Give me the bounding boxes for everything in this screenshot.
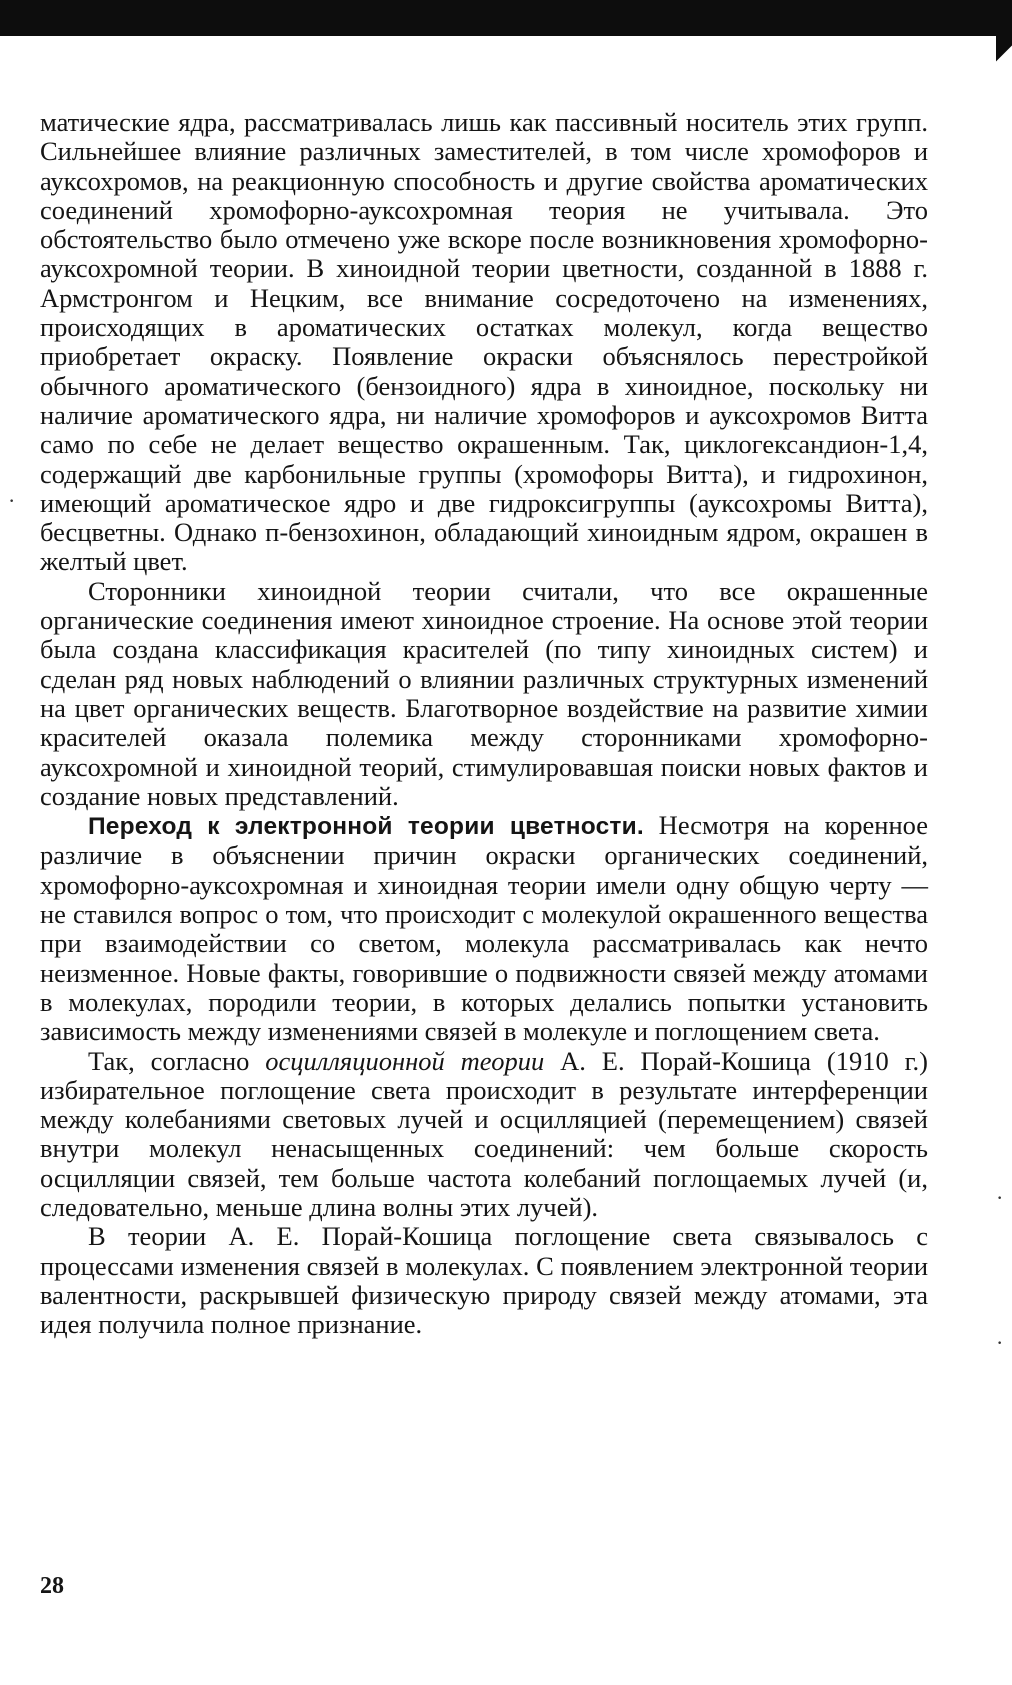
paragraph-4-text: А. Е. Порай-Кошица (1910 г.) избирательное поглощение света происходит в результате интерференции между колебаниями световых лучей и осцилляцией (перемещением) связей внутри молекул ненасыщенных соединений: чем больше скорость осцилляции связей, тем больше частота колебаний поглощаемых лучей (и, следовательно, меньше длина волны этих лучей). xyxy=(40,1045,928,1222)
scan-speck: · xyxy=(996,1185,1004,1210)
paragraph-4-lead: Так, согласно xyxy=(88,1045,266,1076)
paragraph-5-text: В теории А. Е. Порай-Кошица поглощение света связывалось с процессами изменения связей в молекулах. С появлением электронной теории валентности, раскрывшей физическую природу связей между атомами, эта идея получила полное признание. xyxy=(40,1221,928,1340)
paragraph-3 xyxy=(40,811,928,1046)
page-body xyxy=(40,108,928,1339)
oscillation-theory-term: осцилляционной теории xyxy=(265,1045,545,1076)
section-heading: Переход к электронной теории цветности. xyxy=(88,813,644,841)
scan-top-border xyxy=(0,0,1012,36)
scan-speck: · xyxy=(996,1330,1004,1355)
paragraph-2-text: Сторонники хиноидной теории считали, что все окрашенные органические соединения имеют хиноидное строение. На основе этой теории была создана классификация красителей (по типу хиноидных систем) и сделан ряд новых наблюдений о влиянии различных структурных изменений на цвет органических веществ. Благотворное воздействие на развитие химии красителей оказала полемика между сторонниками хромофорно-ауксохромной и хиноидной теорий, стимулировавшая поиски новых фактов и создание новых представлений. xyxy=(40,575,928,811)
scan-speck: · xyxy=(8,488,16,513)
page-number: 28 xyxy=(40,1573,64,1599)
paragraph-4 xyxy=(40,1047,928,1223)
paragraph-2 xyxy=(40,577,928,811)
paragraph-1 xyxy=(40,108,928,577)
scan-corner-mark xyxy=(996,36,1012,76)
paragraph-3-text: Несмотря на коренное различие в объяснении причин окраски органических соединений, хромофорно-ауксохромная и хиноидная теории имели одну общую черту — не ставился вопрос о том, что происходит с молекулой окрашенного вещества при взаимодействии со светом, молекула рассматривалась как нечто неизменное. Новые факты, говорившие о подвижности связей между атомами в молекулах, породили теории, в которых делались попытки установить зависимость между изменениями связей в молекуле и поглощением света. xyxy=(40,810,928,1047)
paragraph-1-text: матические ядра, рассматривалась лишь как пассивный носитель этих групп. Сильнейшее влияние различных заместителей, в том числе хромофоров и ауксохромов, на реакционную способность и другие свойства ароматических соединений хромофорно-ауксохромная теория не учитывала. Это обстоятельство было отмечено уже вскоре после возникновения хромофорно-ауксохромной теории. В хиноидной теории цветности, созданной в 1888 г. Армстронгом и Нецким, все внимание сосредоточено на изменениях, происходящих в ароматических остатках молекул, когда вещество приобретает окраску. Появление окраски объяснялось перестройкой обычного ароматического (бензоидного) ядра в хиноидное, поскольку ни наличие ароматического ядра, ни наличие хромофоров и ауксохромов Витта само по себе не делает вещество окрашенным. Так, циклогександион-1,4, содержащий две карбонильные группы (хромофоры Витта), и гидрохинон, имеющий ароматическое ядро и две гидроксигруппы (ауксохромы Витта), бесцветны. Однако п-бензохинон, обладающий хиноидным ядром, окрашен в желтый цвет. xyxy=(40,107,928,577)
paragraph-5 xyxy=(40,1222,928,1339)
